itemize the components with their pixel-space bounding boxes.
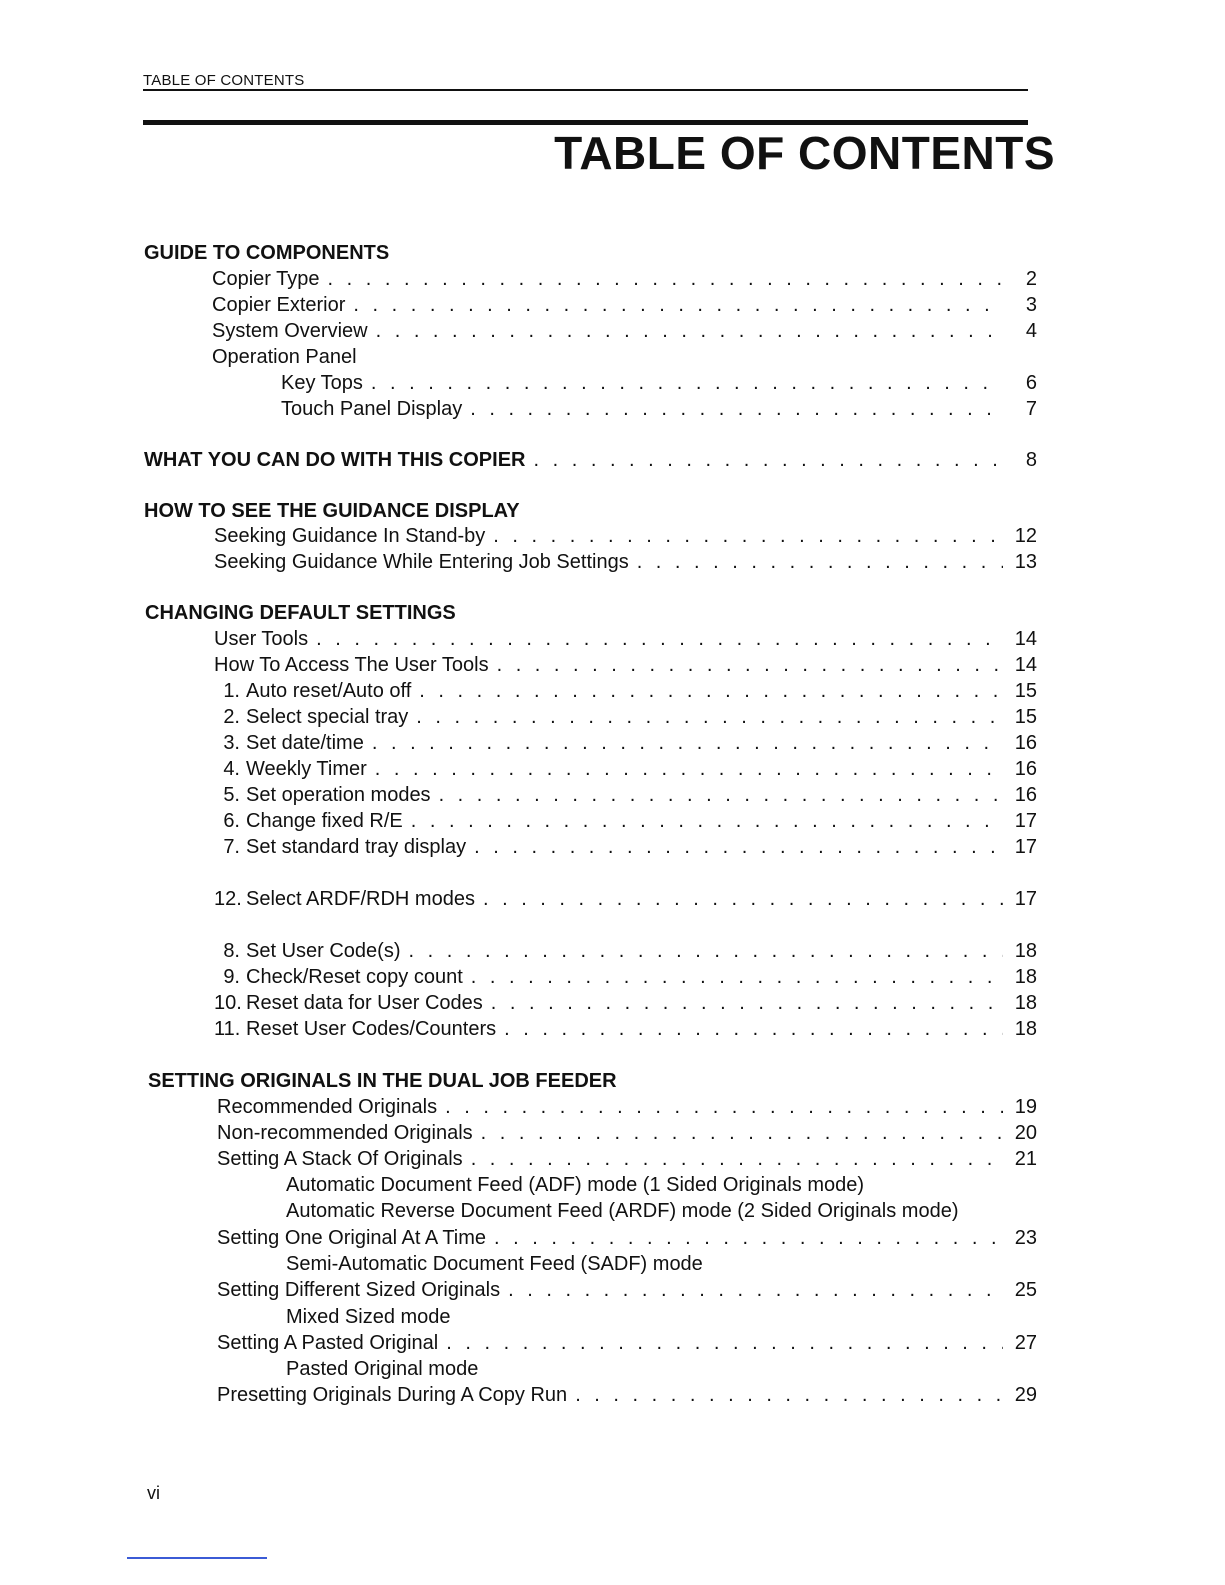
entry-label: Set standard tray display xyxy=(246,836,467,858)
entry-page: 16 xyxy=(1014,758,1037,780)
section-heading-guidance: HOW TO SEE THE GUIDANCE DISPLAY xyxy=(144,500,520,522)
toc-entry-pasted[interactable] xyxy=(217,1332,1037,1358)
toc-entry-numbered[interactable] xyxy=(214,836,1037,862)
entry-number: 1. xyxy=(223,680,240,702)
toc-entry-numbered[interactable] xyxy=(214,784,1037,810)
entry-label: Change fixed R/E xyxy=(246,810,403,832)
entry-label: Setting Different Sized Originals xyxy=(217,1279,501,1301)
toc-subentry-pasted-mode: Pasted Original mode xyxy=(286,1358,479,1380)
entry-page: 23 xyxy=(1014,1227,1037,1249)
entry-page: 12 xyxy=(1014,525,1037,547)
entry-page: 7 xyxy=(1025,398,1037,420)
entry-page: 8 xyxy=(1025,449,1037,471)
entry-page: 15 xyxy=(1014,706,1037,728)
entry-label: Seeking Guidance While Entering Job Settings xyxy=(214,551,629,573)
toc-entry-numbered[interactable] xyxy=(214,966,1037,992)
toc-entry-numbered[interactable] xyxy=(214,706,1037,732)
entry-label: Touch Panel Display xyxy=(281,398,463,420)
toc-entry-guidance-entering[interactable] xyxy=(214,551,1037,577)
toc-entry-numbered[interactable] xyxy=(214,940,1037,966)
toc-entry-copier-exterior[interactable] xyxy=(212,294,1037,320)
entry-page: 2 xyxy=(1025,268,1037,290)
entry-number: 7. xyxy=(223,836,240,858)
toc-entry-touch-panel[interactable] xyxy=(281,398,1037,424)
entry-label: Check/Reset copy count xyxy=(246,966,463,988)
entry-label: System Overview xyxy=(212,320,368,342)
entry-label: How To Access The User Tools xyxy=(214,654,489,676)
toc-entry-one-original[interactable] xyxy=(217,1227,1037,1253)
entry-page: 21 xyxy=(1014,1148,1037,1170)
entry-page: 18 xyxy=(1014,992,1037,1014)
toc-entry-numbered[interactable] xyxy=(214,680,1037,706)
entry-label: Setting A Stack Of Originals xyxy=(217,1148,463,1170)
toc-entry-key-tops[interactable] xyxy=(281,372,1037,398)
entry-page: 3 xyxy=(1025,294,1037,316)
entry-page: 27 xyxy=(1014,1332,1037,1354)
entry-label: Select special tray xyxy=(246,706,409,728)
entry-label: Setting A Pasted Original xyxy=(217,1332,439,1354)
entry-label: Reset data for User Codes xyxy=(246,992,483,1014)
entry-page: 15 xyxy=(1014,680,1037,702)
entry-page: 18 xyxy=(1014,1018,1037,1040)
entry-number: 9. xyxy=(223,966,240,988)
entry-page: 6 xyxy=(1025,372,1037,394)
entry-label: WHAT YOU CAN DO WITH THIS COPIER xyxy=(144,449,526,471)
entry-page: 18 xyxy=(1014,966,1037,988)
entry-label: Set date/time xyxy=(246,732,364,754)
toc-entry-numbered[interactable] xyxy=(214,888,1037,914)
toc-entry-numbered[interactable] xyxy=(214,732,1037,758)
entry-page: 20 xyxy=(1014,1122,1037,1144)
toc-entry-numbered[interactable] xyxy=(214,1018,1037,1044)
entry-label: Copier Type xyxy=(212,268,320,290)
entry-page: 19 xyxy=(1014,1096,1037,1118)
entry-page: 17 xyxy=(1014,810,1037,832)
toc-entry-different-sized[interactable] xyxy=(217,1279,1037,1305)
toc-entry-recommended[interactable] xyxy=(217,1096,1037,1122)
entry-label: Key Tops xyxy=(281,372,363,394)
entry-number: 6. xyxy=(223,810,240,832)
toc-entry-what-you-can-do[interactable] xyxy=(144,449,1037,475)
entry-label: Set operation modes xyxy=(246,784,431,806)
entry-page: 17 xyxy=(1014,888,1037,910)
entry-label: Set User Code(s) xyxy=(246,940,401,962)
entry-page: 18 xyxy=(1014,940,1037,962)
toc-entry-access-user-tools[interactable] xyxy=(214,654,1037,680)
entry-page: 25 xyxy=(1014,1279,1037,1301)
entry-number: 11. xyxy=(214,1018,241,1040)
page-number: vi xyxy=(147,1483,160,1503)
section-heading-originals: SETTING ORIGINALS IN THE DUAL JOB FEEDER xyxy=(148,1070,617,1092)
toc-subentry-adf: Automatic Document Feed (ADF) mode (1 Sided Originals mode) xyxy=(286,1174,865,1196)
entry-number: 2. xyxy=(223,706,240,728)
toc-entry-stack[interactable] xyxy=(217,1148,1037,1174)
toc-entry-non-recommended[interactable] xyxy=(217,1122,1037,1148)
entry-number: 10. xyxy=(214,992,242,1014)
toc-entry-copier-type[interactable] xyxy=(212,268,1037,294)
entry-label: Copier Exterior xyxy=(212,294,346,316)
entry-number: 8. xyxy=(223,940,240,962)
entry-label: Recommended Originals xyxy=(217,1096,438,1118)
entry-page: 4 xyxy=(1025,320,1037,342)
entry-label: Weekly Timer xyxy=(246,758,367,780)
entry-number: 5. xyxy=(223,784,240,806)
entry-label: Auto reset/Auto off xyxy=(246,680,412,702)
entry-page: 29 xyxy=(1014,1384,1037,1406)
toc-entry-presetting[interactable] xyxy=(217,1384,1037,1410)
section-heading-guide: GUIDE TO COMPONENTS xyxy=(144,242,390,264)
entry-label: Seeking Guidance In Stand-by xyxy=(214,525,486,547)
entry-page: 14 xyxy=(1014,628,1037,650)
entry-label: Presetting Originals During A Copy Run xyxy=(217,1384,568,1406)
toc-entry-user-tools[interactable] xyxy=(214,628,1037,654)
link-underline xyxy=(127,1557,267,1559)
toc-entry-numbered[interactable] xyxy=(214,992,1037,1018)
entry-label: Select ARDF/RDH modes xyxy=(246,888,475,910)
toc-subentry-sadf: Semi-Automatic Document Feed (SADF) mode xyxy=(286,1253,703,1275)
entry-label: Setting One Original At A Time xyxy=(217,1227,487,1249)
entry-label: User Tools xyxy=(214,628,309,650)
toc-subentry-ardf: Automatic Reverse Document Feed (ARDF) mode (2 Sided Originals mode) xyxy=(286,1200,959,1222)
toc-subentry-mixed: Mixed Sized mode xyxy=(286,1306,451,1328)
entry-label: Non-recommended Originals xyxy=(217,1122,473,1144)
entry-page: 16 xyxy=(1014,784,1037,806)
toc-entry-operation-panel[interactable]: Operation Panel xyxy=(212,346,357,368)
entry-label: Reset User Codes/Counters xyxy=(246,1018,497,1040)
toc-entry-numbered[interactable] xyxy=(214,758,1037,784)
page-title: TABLE OF CONTENTS xyxy=(554,127,1055,179)
entry-number: 4. xyxy=(223,758,240,780)
entry-page: 16 xyxy=(1014,732,1037,754)
section-heading-defaults: CHANGING DEFAULT SETTINGS xyxy=(145,602,456,624)
entry-page: 13 xyxy=(1014,551,1037,573)
toc-entry-numbered[interactable] xyxy=(214,810,1037,836)
entry-number: 3. xyxy=(223,732,240,754)
running-head: TABLE OF CONTENTS xyxy=(143,72,305,89)
entry-page: 14 xyxy=(1014,654,1037,676)
toc-entry-guidance-standby[interactable] xyxy=(214,525,1037,551)
toc-entry-system-overview[interactable] xyxy=(212,320,1037,346)
entry-number: 12. xyxy=(214,888,242,910)
entry-page: 17 xyxy=(1014,836,1037,858)
